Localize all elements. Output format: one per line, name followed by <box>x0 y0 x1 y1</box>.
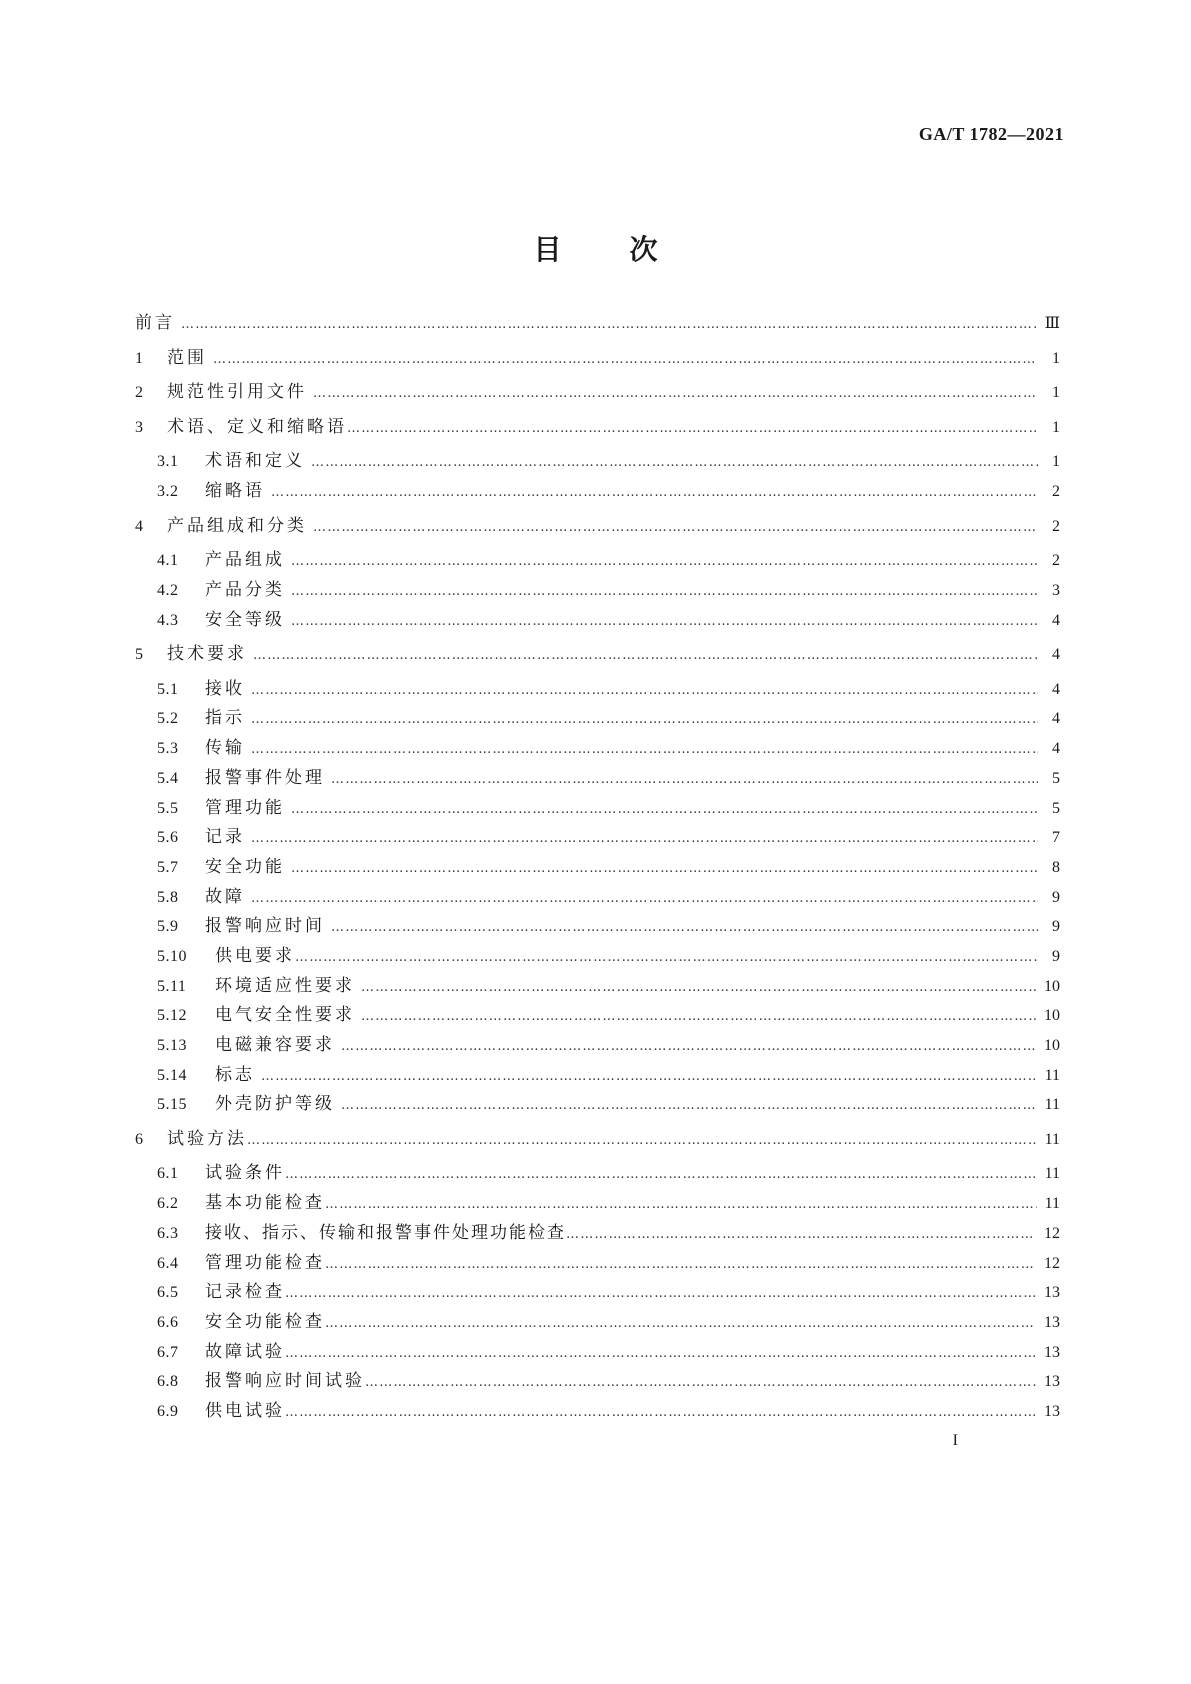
toc-entry-text: 记录检查 <box>205 1282 285 1302</box>
toc-entry[interactable] <box>157 1280 1060 1304</box>
toc-entry-text: 报警响应时间 <box>205 916 325 936</box>
toc-leader-dots <box>341 1035 1036 1059</box>
toc-leader-dots <box>181 313 1037 337</box>
toc-leader-dots <box>251 887 1038 911</box>
toc-entry-text: 报警响应时间试验 <box>205 1371 365 1391</box>
title-char-1: 目 <box>533 233 562 266</box>
toc-entry-number: 5.7 <box>157 859 179 876</box>
toc-entry-page: 9 <box>1052 889 1060 906</box>
toc-entry-page: 13 <box>1044 1403 1060 1420</box>
toc-entry-number: 4 <box>135 518 144 535</box>
toc-entry-text: 试验条件 <box>205 1163 285 1183</box>
toc-entry[interactable] <box>157 706 1060 730</box>
toc-entry-number: 2 <box>135 384 144 401</box>
toc-leader-dots <box>291 798 1038 822</box>
toc-entry-page: 13 <box>1044 1314 1060 1331</box>
toc-entry-number: 1 <box>135 350 144 367</box>
toc-entry-text: 故障试验 <box>205 1342 285 1362</box>
toc-entry[interactable] <box>157 1033 1060 1057</box>
toc-leader-dots <box>251 738 1038 762</box>
toc-entry[interactable] <box>157 1340 1060 1364</box>
toc-entry-number: 5.13 <box>157 1037 187 1054</box>
toc-entry[interactable] <box>135 514 1060 538</box>
toc-entry-text: 安全功能检查 <box>205 1312 325 1332</box>
toc-leader-dots <box>347 417 1038 441</box>
toc-entry-text: 管理功能 <box>205 798 285 818</box>
toc-entry-number: 5 <box>135 646 144 663</box>
toc-entry-number: 5.15 <box>157 1096 187 1113</box>
toc-leader-dots <box>313 382 1038 406</box>
toc-entry-number: 6.2 <box>157 1195 179 1212</box>
toc-entry[interactable] <box>157 736 1060 760</box>
toc-entry[interactable] <box>157 608 1060 632</box>
toc-leader-dots <box>331 768 1038 792</box>
toc-entry-text: 术语和定义 <box>205 451 305 471</box>
toc-entry-number: 6.7 <box>157 1344 179 1361</box>
toc-entry-page: 10 <box>1044 1037 1060 1054</box>
toc-entry-text: 环境适应性要求 <box>215 976 355 996</box>
toc-entry-page: 1 <box>1052 419 1060 436</box>
toc-entry-text: 产品分类 <box>205 580 285 600</box>
toc-entry-text: 报警事件处理 <box>205 768 325 788</box>
toc-leader-dots <box>285 1401 1036 1425</box>
toc-entry-page: 9 <box>1052 948 1060 965</box>
toc-entry-number: 5.2 <box>157 710 179 727</box>
toc-entry[interactable] <box>135 415 1060 439</box>
toc-entry-text: 标志 <box>215 1065 255 1085</box>
toc-leader-dots <box>251 708 1038 732</box>
toc-entry-text: 安全等级 <box>205 610 285 630</box>
toc-leader-dots <box>325 1253 1036 1277</box>
toc-entry-text: 前言 <box>135 313 175 333</box>
toc-entry-number: 6 <box>135 1131 144 1148</box>
toc-entry[interactable] <box>157 1063 1060 1087</box>
toc-entry-number: 5.4 <box>157 770 179 787</box>
toc-entry[interactable] <box>157 1399 1060 1423</box>
toc-entry[interactable] <box>157 1191 1060 1215</box>
toc-entry-page: 9 <box>1052 918 1060 935</box>
toc-entry[interactable] <box>157 914 1060 938</box>
toc-leader-dots <box>285 1342 1036 1366</box>
toc-entry-text: 范围 <box>167 348 207 368</box>
toc-leader-dots <box>261 1065 1037 1089</box>
toc-leader-dots <box>361 1005 1036 1029</box>
toc-entry-text: 安全功能 <box>205 857 285 877</box>
toc-entry-page: 11 <box>1044 1131 1060 1148</box>
toc-entry[interactable] <box>135 346 1060 370</box>
toc-leader-dots <box>291 857 1038 881</box>
toc-entry-number: 5.12 <box>157 1007 187 1024</box>
title-char-2: 次 <box>629 233 658 266</box>
toc-entry-number: 6.9 <box>157 1403 179 1420</box>
standard-number: GA/T 1782—2021 <box>918 124 1064 144</box>
toc-entry-number: 6.8 <box>157 1373 179 1390</box>
page-title <box>0 228 1191 268</box>
toc-entry-page: 3 <box>1052 582 1060 599</box>
toc-entry-number: 3.1 <box>157 453 179 470</box>
toc-entry-number: 4.3 <box>157 612 179 629</box>
toc-entry-page: 13 <box>1044 1344 1060 1361</box>
toc-entry[interactable] <box>157 766 1060 790</box>
toc-entry-number: 6.1 <box>157 1165 179 1182</box>
toc-entry-page: 10 <box>1044 978 1060 995</box>
toc-entry-number: 5.10 <box>157 948 187 965</box>
toc-leader-dots <box>213 348 1038 372</box>
toc-entry-text: 管理功能检查 <box>205 1253 325 1273</box>
toc-entry-page: 1 <box>1052 453 1060 470</box>
toc-entry[interactable] <box>157 677 1060 701</box>
toc-leader-dots <box>341 1094 1037 1118</box>
toc-entry-page: 4 <box>1052 740 1060 757</box>
toc-entry-page: 4 <box>1052 646 1060 663</box>
toc-leader-dots <box>311 451 1038 475</box>
toc-leader-dots <box>291 550 1038 574</box>
toc-entry-text: 产品组成和分类 <box>167 516 307 536</box>
toc-leader-dots <box>291 580 1038 604</box>
toc-entry-text: 电磁兼容要求 <box>215 1035 335 1055</box>
toc-entry[interactable] <box>157 1092 1060 1116</box>
toc-entry-text: 传输 <box>205 738 245 758</box>
toc-entry[interactable] <box>135 642 1060 666</box>
toc-entry-page: 5 <box>1052 800 1060 817</box>
toc-entry-page: 4 <box>1052 710 1060 727</box>
toc-entry-preface[interactable] <box>135 311 1060 335</box>
toc-entry[interactable] <box>157 1221 1060 1245</box>
toc-leader-dots <box>361 976 1036 1000</box>
toc-entry-page: 1 <box>1052 384 1060 401</box>
toc-entry-page: 5 <box>1052 770 1060 787</box>
toc-entry[interactable] <box>157 1310 1060 1334</box>
toc-entry[interactable] <box>157 548 1060 572</box>
toc-leader-dots <box>285 1163 1037 1187</box>
toc-entry-page: 7 <box>1052 829 1060 846</box>
toc-entry[interactable] <box>157 449 1060 473</box>
toc-leader-dots <box>271 481 1038 505</box>
toc-entry-text: 记录 <box>205 827 245 847</box>
toc-entry-page: 2 <box>1052 518 1060 535</box>
toc-entry[interactable] <box>157 1003 1060 1027</box>
toc-leader-dots <box>251 679 1038 703</box>
toc-entry-number: 6.4 <box>157 1255 179 1272</box>
toc-entry[interactable] <box>157 1251 1060 1275</box>
toc-entry-text: 指示 <box>205 708 245 728</box>
toc-entry-page: 8 <box>1052 859 1060 876</box>
toc-entry-text: 故障 <box>205 887 245 907</box>
toc-entry-text: 缩略语 <box>205 481 265 501</box>
toc-entry-text: 规范性引用文件 <box>167 382 307 402</box>
toc-entry-page: 10 <box>1044 1007 1060 1024</box>
toc-leader-dots <box>365 1371 1036 1395</box>
toc-leader-dots <box>325 1312 1036 1336</box>
toc-entry-number: 6.6 <box>157 1314 179 1331</box>
toc-leader-dots <box>331 916 1038 940</box>
toc-entry[interactable] <box>157 974 1060 998</box>
toc-entry-page: 12 <box>1044 1225 1060 1242</box>
toc-entry-text: 试验方法 <box>167 1129 247 1149</box>
toc-entry-number: 5.11 <box>157 978 187 995</box>
toc-entry-number: 5.5 <box>157 800 179 817</box>
toc-entry-number: 3.2 <box>157 483 179 500</box>
toc-entry[interactable] <box>157 479 1060 503</box>
toc-leader-dots <box>325 1193 1037 1217</box>
toc-entry-text: 基本功能检查 <box>205 1193 325 1213</box>
toc-entry-page: Ⅲ <box>1044 315 1060 332</box>
toc-entry-page: 12 <box>1044 1255 1060 1272</box>
toc-leader-dots <box>291 610 1038 634</box>
toc-entry-number: 4.2 <box>157 582 179 599</box>
toc-leader-dots <box>313 516 1038 540</box>
toc-entry[interactable] <box>157 578 1060 602</box>
toc-entry-page: 13 <box>1044 1284 1060 1301</box>
toc-leader-dots <box>253 644 1038 668</box>
toc-leader-dots <box>247 1129 1037 1153</box>
toc-entry-text: 外壳防护等级 <box>215 1094 335 1114</box>
toc-entry-page: 11 <box>1044 1195 1060 1212</box>
toc-entry-page: 2 <box>1052 483 1060 500</box>
toc-entry[interactable] <box>135 1127 1060 1151</box>
toc-entry-text: 供电试验 <box>205 1401 285 1421</box>
toc-entry-number: 6.3 <box>157 1225 179 1242</box>
toc-entry-text: 接收、指示、传输和报警事件处理功能检查 <box>205 1223 566 1243</box>
toc-entry[interactable] <box>135 380 1060 404</box>
toc-entry-number: 5.1 <box>157 681 179 698</box>
page-number: I <box>952 1432 958 1449</box>
toc-entry[interactable] <box>157 1161 1060 1185</box>
toc-entry-number: 6.5 <box>157 1284 179 1301</box>
toc-entry-number: 3 <box>135 419 144 436</box>
toc-entry-text: 供电要求 <box>215 946 295 966</box>
toc-entry[interactable] <box>157 885 1060 909</box>
toc-entry-page: 11 <box>1044 1067 1060 1084</box>
toc-leader-dots <box>285 1282 1036 1306</box>
toc-entry-number: 5.14 <box>157 1067 187 1084</box>
toc-entry[interactable] <box>157 944 1060 968</box>
toc-entry[interactable] <box>157 825 1060 849</box>
toc-entry-number: 5.3 <box>157 740 179 757</box>
toc-entry[interactable] <box>157 855 1060 879</box>
toc-entry-number: 5.8 <box>157 889 179 906</box>
toc-entry-text: 产品组成 <box>205 550 285 570</box>
toc-entry-text: 接收 <box>205 679 245 699</box>
toc-entry-page: 2 <box>1052 552 1060 569</box>
toc-entry-text: 术语、定义和缩略语 <box>167 417 347 437</box>
toc-leader-dots <box>251 827 1038 851</box>
toc-entry-page: 4 <box>1052 681 1060 698</box>
toc-entry-number: 5.9 <box>157 918 179 935</box>
toc-entry-page: 4 <box>1052 612 1060 629</box>
toc-entry-page: 1 <box>1052 350 1060 367</box>
toc-entry-text: 技术要求 <box>167 644 247 664</box>
toc-leader-dots <box>566 1223 1036 1247</box>
toc-entry-number: 4.1 <box>157 552 179 569</box>
toc-entry-page: 11 <box>1044 1165 1060 1182</box>
toc-entry-number: 5.6 <box>157 829 179 846</box>
toc-entry-page: 13 <box>1044 1373 1060 1390</box>
toc-entry[interactable] <box>157 1369 1060 1393</box>
toc-entry-text: 电气安全性要求 <box>215 1005 355 1025</box>
toc-entry-page: 11 <box>1044 1096 1060 1113</box>
toc-leader-dots <box>295 946 1038 970</box>
toc-entry[interactable] <box>157 796 1060 820</box>
